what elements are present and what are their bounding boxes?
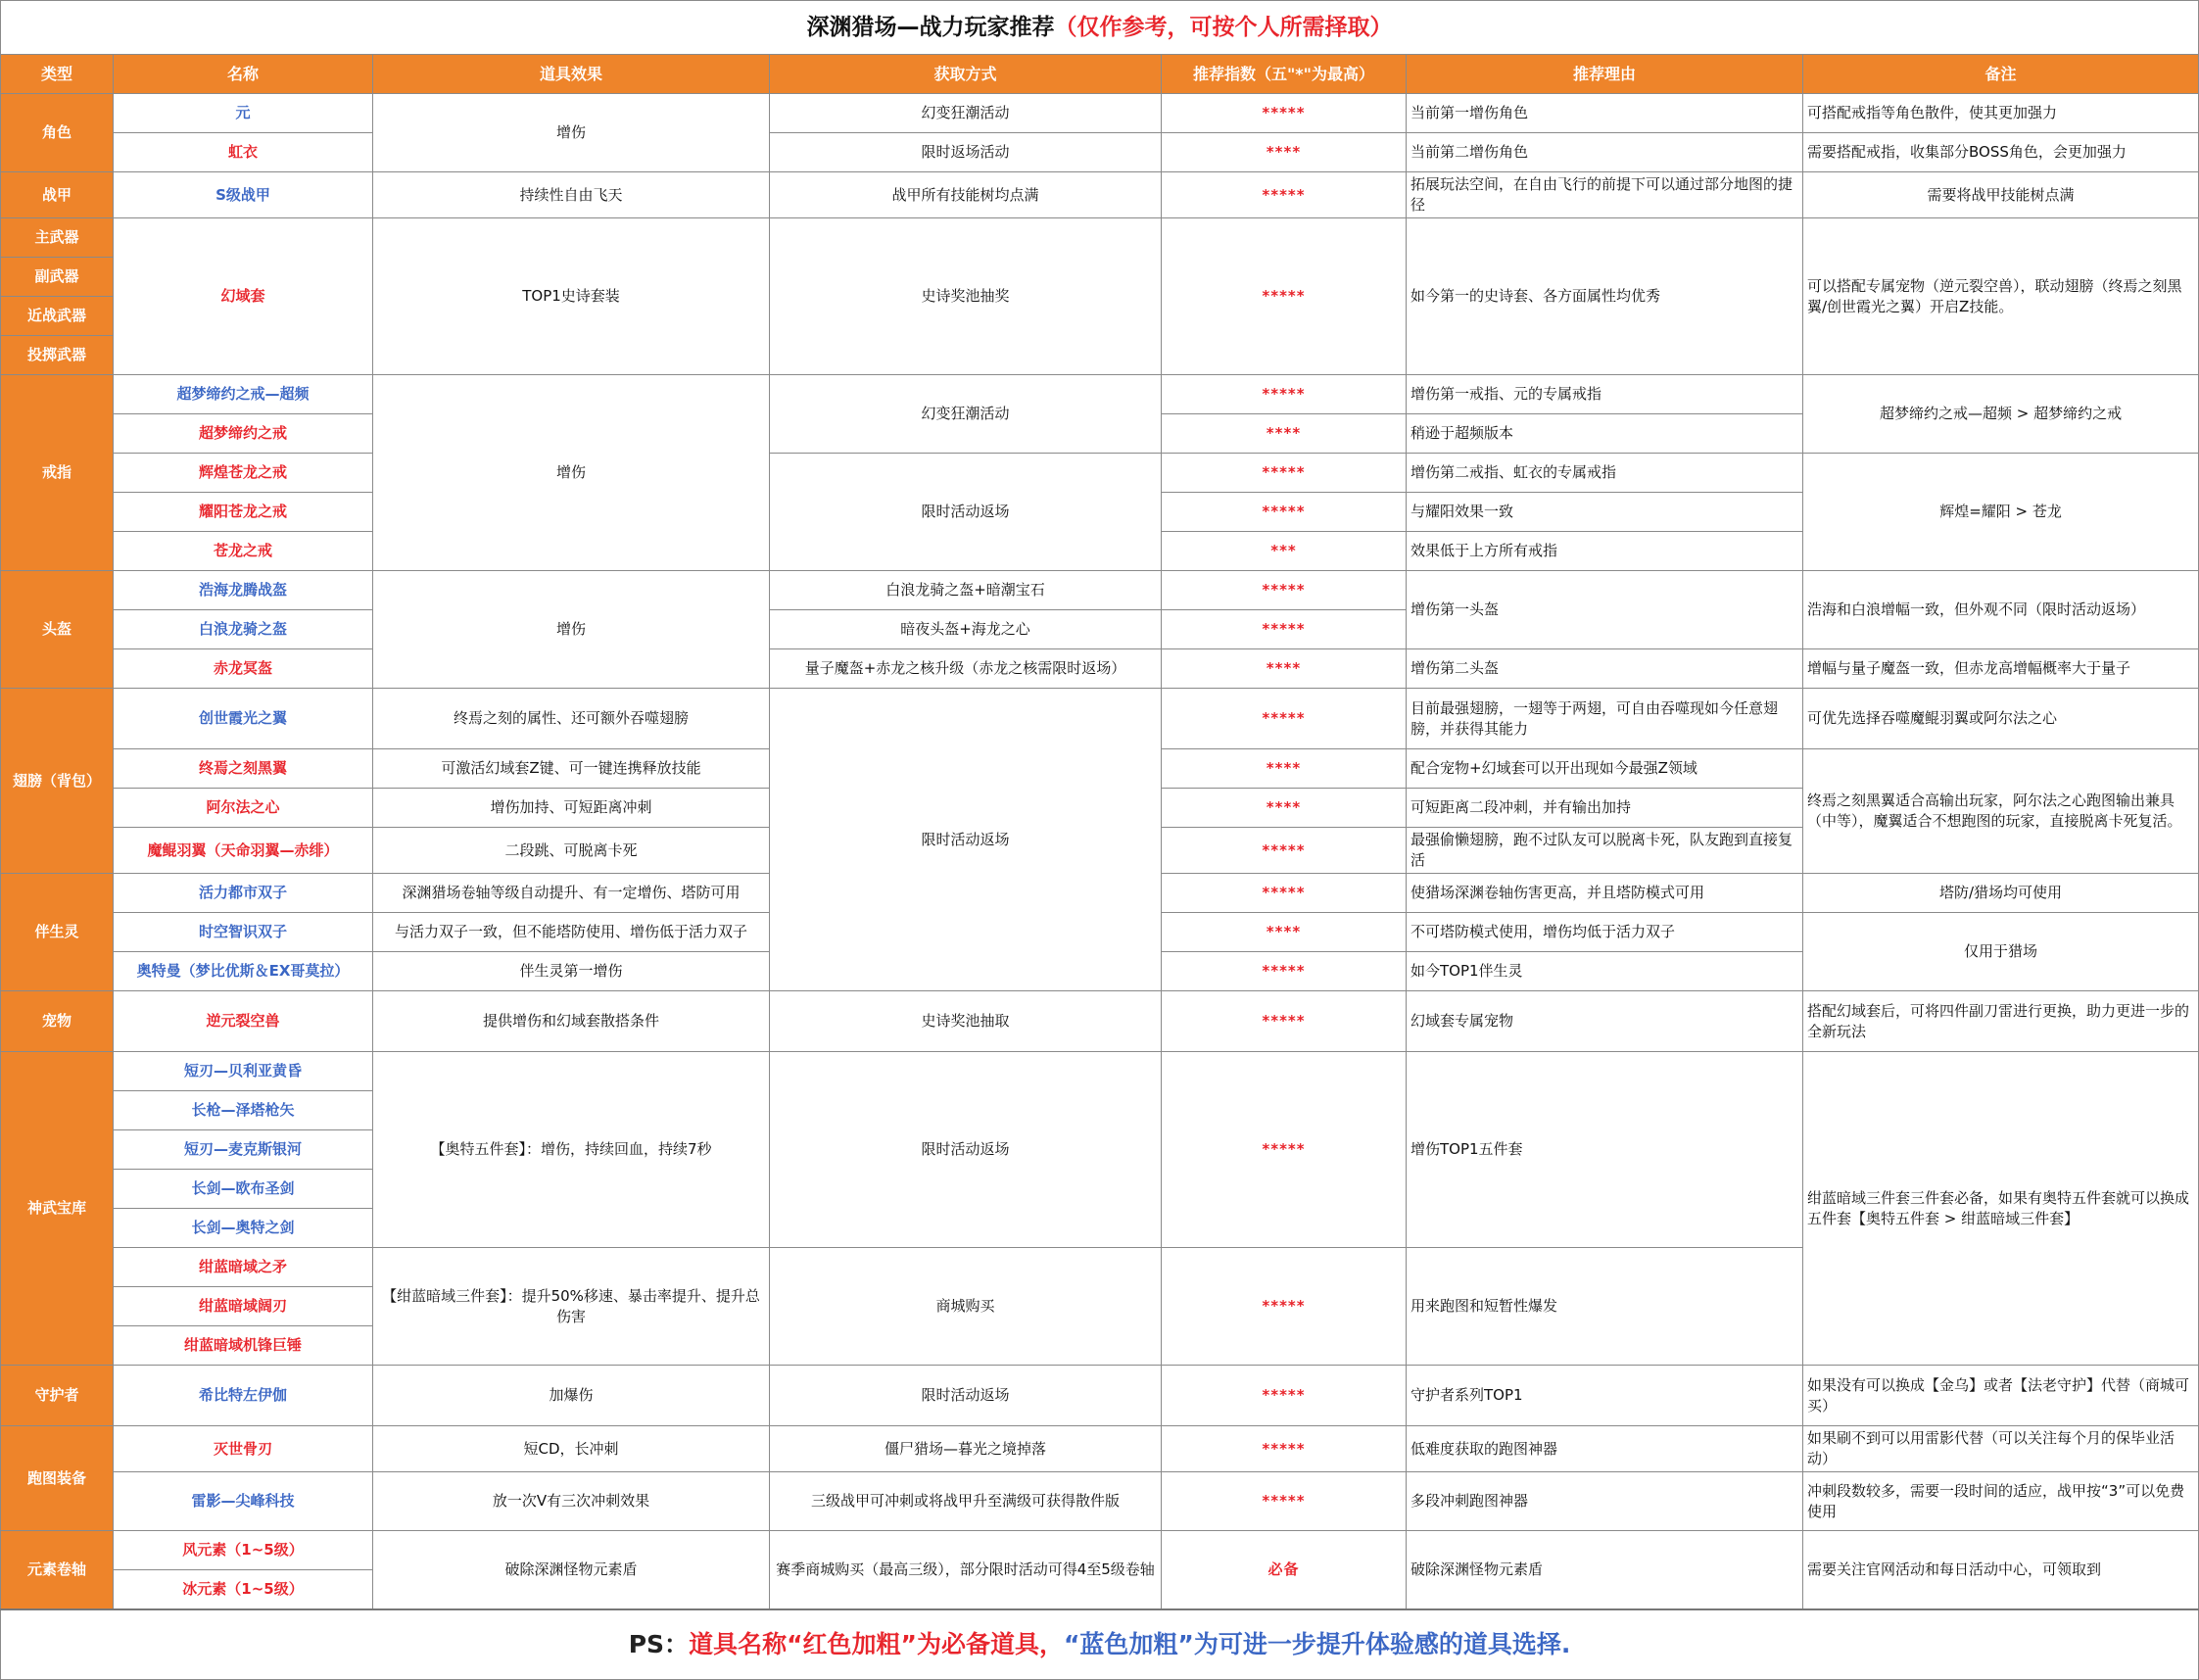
item-remark: 浩海和白浪增幅一致，但外观不同（限时活动返场） bbox=[1803, 571, 2199, 649]
item-name: S级战甲 bbox=[114, 172, 373, 218]
item-reason: 目前最强翅膀，一翅等于两翅，可自由吞噬现如今任意翅膀，并获得其能力 bbox=[1407, 689, 1803, 749]
item-name: 风元素（1~5级） bbox=[114, 1531, 373, 1570]
item-remark: 可搭配戒指等角色散件，使其更加强力 bbox=[1803, 94, 2199, 133]
item-reason: 最强偷懒翅膀，跑不过队友可以脱离卡死，队友跑到直接复活 bbox=[1407, 828, 1803, 874]
rating-stars: **** bbox=[1162, 414, 1407, 454]
table-row bbox=[1, 454, 2199, 493]
item-reason: 不可塔防模式使用，增伤均低于活力双子 bbox=[1407, 913, 1803, 952]
header-name: 名称 bbox=[114, 55, 373, 94]
item-effect: 深渊猎场卷轴等级自动提升、有一定增伤、塔防可用 bbox=[373, 874, 770, 913]
item-reason: 增伤TOP1五件套 bbox=[1407, 1052, 1803, 1248]
item-effect: 增伤 bbox=[373, 571, 770, 689]
item-remark: 增幅与量子魔盔一致，但赤龙高增幅概率大于量子 bbox=[1803, 649, 2199, 689]
rating-stars: ***** bbox=[1162, 689, 1407, 749]
type-guardian: 守护者 bbox=[1, 1366, 114, 1426]
page-title bbox=[1, 1, 2199, 55]
item-remark: 如果刷不到可以用雷影代替（可以关注每个月的保毕业活动） bbox=[1803, 1426, 2199, 1472]
header-effect: 道具效果 bbox=[373, 55, 770, 94]
item-name: 短刃—贝利亚黄昏 bbox=[114, 1052, 373, 1091]
item-reason: 效果低于上方所有戒指 bbox=[1407, 532, 1803, 571]
type-weapon4: 投掷武器 bbox=[1, 336, 114, 375]
item-name: 白浪龙骑之盔 bbox=[114, 610, 373, 649]
rating-stars: **** bbox=[1162, 913, 1407, 952]
table-row bbox=[1, 991, 2199, 1052]
item-name: 虹衣 bbox=[114, 133, 373, 172]
type-pet: 宠物 bbox=[1, 991, 114, 1052]
item-remark: 塔防/猎场均可使用 bbox=[1803, 874, 2199, 913]
item-effect: 【奥特五件套】：增伤，持续回血，持续7秒 bbox=[373, 1052, 770, 1248]
rating-stars: **** bbox=[1162, 749, 1407, 789]
item-reason: 幻域套专属宠物 bbox=[1407, 991, 1803, 1052]
rating-must: 必备 bbox=[1162, 1531, 1407, 1609]
header-index: 推荐指数（五"*"为最高） bbox=[1162, 55, 1407, 94]
rating-stars: ***** bbox=[1162, 991, 1407, 1052]
item-remark: 超梦缔约之戒—超频 > 超梦缔约之戒 bbox=[1803, 375, 2199, 454]
item-effect: 与活力双子一致，但不能塔防使用、增伤低于活力双子 bbox=[373, 913, 770, 952]
item-effect: 破除深渊怪物元素盾 bbox=[373, 1531, 770, 1609]
item-reason: 增伤第一头盔 bbox=[1407, 571, 1803, 649]
item-name: 雷影—尖峰科技 bbox=[114, 1472, 373, 1531]
item-remark: 绀蓝暗域三件套三件套必备，如果有奥特五件套就可以换成五件套【奥特五件套 > 绀蓝暗域三件套】 bbox=[1803, 1052, 2199, 1366]
type-arsenal: 神武宝库 bbox=[1, 1052, 114, 1366]
rating-stars: ***** bbox=[1162, 1426, 1407, 1472]
rating-stars: ***** bbox=[1162, 571, 1407, 610]
type-helmet: 头盔 bbox=[1, 571, 114, 689]
ps-text-3: 为可进一步提升体验感的道具选择. bbox=[1193, 1630, 1571, 1658]
item-effect: 持续性自由飞天 bbox=[373, 172, 770, 218]
item-name: 浩海龙腾战盔 bbox=[114, 571, 373, 610]
rating-stars: ***** bbox=[1162, 874, 1407, 913]
item-name: 元 bbox=[114, 94, 373, 133]
ps-blue-bold: “蓝色加粗” bbox=[1063, 1630, 1194, 1658]
item-reason: 使猎场深渊卷轴伤害更高，并且塔防模式可用 bbox=[1407, 874, 1803, 913]
item-remark: 冲刺段数较多，需要一段时间的适应，战甲按“3”可以免费使用 bbox=[1803, 1472, 2199, 1531]
title-note: （仅作参考，可按个人所需择取） bbox=[1054, 14, 1393, 40]
item-reason: 稍逊于超频版本 bbox=[1407, 414, 1803, 454]
item-reason: 用来跑图和短暂性爆发 bbox=[1407, 1248, 1803, 1366]
item-remark: 终焉之刻黑翼适合高输出玩家，阿尔法之心跑图输出兼具（中等），魔翼适合不想跑图的玩家，直接脱离卡死复活。 bbox=[1803, 749, 2199, 874]
type-spirit: 伴生灵 bbox=[1, 874, 114, 991]
rating-stars: ***** bbox=[1162, 172, 1407, 218]
item-source: 幻变狂潮活动 bbox=[770, 94, 1162, 133]
item-reason: 破除深渊怪物元素盾 bbox=[1407, 1531, 1803, 1609]
item-name: 耀阳苍龙之戒 bbox=[114, 493, 373, 532]
item-effect: 短CD，长冲刺 bbox=[373, 1426, 770, 1472]
item-name: 时空智识双子 bbox=[114, 913, 373, 952]
item-reason: 低难度获取的跑图神器 bbox=[1407, 1426, 1803, 1472]
rating-stars: ***** bbox=[1162, 454, 1407, 493]
item-name: 苍龙之戒 bbox=[114, 532, 373, 571]
table-row bbox=[1, 1531, 2199, 1570]
rating-stars: ***** bbox=[1162, 493, 1407, 532]
item-effect: 二段跳、可脱离卡死 bbox=[373, 828, 770, 874]
table-row bbox=[1, 689, 2199, 749]
type-scroll: 元素卷轴 bbox=[1, 1531, 114, 1609]
rating-stars: *** bbox=[1162, 532, 1407, 571]
rating-stars: ***** bbox=[1162, 952, 1407, 991]
rating-stars: ***** bbox=[1162, 1248, 1407, 1366]
header-type: 类型 bbox=[1, 55, 114, 94]
item-name: 阿尔法之心 bbox=[114, 789, 373, 828]
table-row bbox=[1, 94, 2199, 133]
ps-text-1: 道具名称 bbox=[689, 1630, 788, 1658]
item-name: 绀蓝暗域之矛 bbox=[114, 1248, 373, 1287]
item-remark: 可优先选择吞噬魔鲲羽翼或阿尔法之心 bbox=[1803, 689, 2199, 749]
item-source: 史诗奖池抽奖 bbox=[770, 218, 1162, 375]
table-row bbox=[1, 1366, 2199, 1426]
header-reason: 推荐理由 bbox=[1407, 55, 1803, 94]
item-source: 限时活动返场 bbox=[770, 689, 1162, 991]
item-name: 幻域套 bbox=[114, 218, 373, 375]
item-name: 长剑—奥特之剑 bbox=[114, 1209, 373, 1248]
type-weapon2: 副武器 bbox=[1, 258, 114, 297]
rating-stars: ***** bbox=[1162, 375, 1407, 414]
item-effect: 增伤 bbox=[373, 94, 770, 172]
item-reason: 拓展玩法空间，在自由飞行的前提下可以通过部分地图的捷径 bbox=[1407, 172, 1803, 218]
item-reason: 增伤第一戒指、元的专属戒指 bbox=[1407, 375, 1803, 414]
table-row bbox=[1, 172, 2199, 218]
item-remark: 需要搭配戒指，收集部分BOSS角色，会更加强力 bbox=[1803, 133, 2199, 172]
item-name: 终焉之刻黑翼 bbox=[114, 749, 373, 789]
item-name: 长剑—欧布圣剑 bbox=[114, 1170, 373, 1209]
item-effect: 放一次V有三次冲刺效果 bbox=[373, 1472, 770, 1531]
item-source: 限时活动返场 bbox=[770, 1366, 1162, 1426]
item-effect: 伴生灵第一增伤 bbox=[373, 952, 770, 991]
item-source: 暗夜头盔+海龙之心 bbox=[770, 610, 1162, 649]
item-remark: 需要将战甲技能树点满 bbox=[1803, 172, 2199, 218]
item-effect: 终焉之刻的属性、还可额外吞噬翅膀 bbox=[373, 689, 770, 749]
item-effect: 增伤加持、可短距离冲刺 bbox=[373, 789, 770, 828]
table-row bbox=[1, 375, 2199, 414]
type-armor: 战甲 bbox=[1, 172, 114, 218]
item-remark: 需要关注官网活动和每日活动中心，可领取到 bbox=[1803, 1531, 2199, 1609]
rating-stars: ***** bbox=[1162, 610, 1407, 649]
item-source: 战甲所有技能树均点满 bbox=[770, 172, 1162, 218]
rating-stars: **** bbox=[1162, 649, 1407, 689]
item-remark: 搭配幻域套后，可将四件副刀雷进行更换，助力更进一步的全新玩法 bbox=[1803, 991, 2199, 1052]
table-row bbox=[1, 1472, 2199, 1531]
item-reason: 当前第二增伤角色 bbox=[1407, 133, 1803, 172]
item-remark: 如果没有可以换成【金乌】或者【法老守护】代替（商城可买） bbox=[1803, 1366, 2199, 1426]
header-row bbox=[1, 55, 2199, 94]
item-reason: 增伤第二戒指、虹衣的专属戒指 bbox=[1407, 454, 1803, 493]
item-effect: 可激活幻域套Z键、可一键连携释放技能 bbox=[373, 749, 770, 789]
item-source: 幻变狂潮活动 bbox=[770, 375, 1162, 454]
item-name: 逆元裂空兽 bbox=[114, 991, 373, 1052]
type-role: 角色 bbox=[1, 94, 114, 172]
rating-stars: ***** bbox=[1162, 1472, 1407, 1531]
item-remark: 可以搭配专属宠物（逆元裂空兽），联动翅膀（终焉之刻黑翼/创世霞光之翼）开启Z技能。 bbox=[1803, 218, 2199, 375]
item-name: 奥特曼（梦比优斯＆EX哥莫拉） bbox=[114, 952, 373, 991]
rating-stars: ***** bbox=[1162, 94, 1407, 133]
item-reason: 守护者系列TOP1 bbox=[1407, 1366, 1803, 1426]
table-row bbox=[1, 218, 2199, 258]
item-name: 灭世骨刃 bbox=[114, 1426, 373, 1472]
header-remark: 备注 bbox=[1803, 55, 2199, 94]
item-source: 限时活动返场 bbox=[770, 1052, 1162, 1248]
item-effect: 加爆伤 bbox=[373, 1366, 770, 1426]
rating-stars: ***** bbox=[1162, 828, 1407, 874]
rating-stars: **** bbox=[1162, 133, 1407, 172]
title-main: 深渊猎场—战力玩家推荐 bbox=[806, 14, 1055, 40]
item-reason: 如今第一的史诗套、各方面属性均优秀 bbox=[1407, 218, 1803, 375]
rating-stars: **** bbox=[1162, 789, 1407, 828]
item-source: 限时活动返场 bbox=[770, 454, 1162, 571]
item-name: 短刃—麦克斯银河 bbox=[114, 1130, 373, 1170]
ps-label: PS： bbox=[628, 1630, 690, 1658]
rating-stars: ***** bbox=[1162, 1052, 1407, 1248]
header-source: 获取方式 bbox=[770, 55, 1162, 94]
item-name: 创世霞光之翼 bbox=[114, 689, 373, 749]
item-reason: 与耀阳效果一致 bbox=[1407, 493, 1803, 532]
table-row bbox=[1, 1426, 2199, 1472]
table-row bbox=[1, 1052, 2199, 1091]
item-name: 绀蓝暗域阔刃 bbox=[114, 1287, 373, 1326]
item-name: 赤龙冥盔 bbox=[114, 649, 373, 689]
item-name: 冰元素（1~5级） bbox=[114, 1570, 373, 1609]
item-source: 三级战甲可冲刺或将战甲升至满级可获得散件版 bbox=[770, 1472, 1162, 1531]
item-reason: 多段冲刺跑图神器 bbox=[1407, 1472, 1803, 1531]
type-weapon1: 主武器 bbox=[1, 218, 114, 258]
item-source: 史诗奖池抽取 bbox=[770, 991, 1162, 1052]
item-reason: 可短距离二段冲刺，并有输出加持 bbox=[1407, 789, 1803, 828]
item-name: 辉煌苍龙之戒 bbox=[114, 454, 373, 493]
item-source: 量子魔盔+赤龙之核升级（赤龙之核需限时返场） bbox=[770, 649, 1162, 689]
item-source: 赛季商城购买（最高三级），部分限时活动可得4至5级卷轴 bbox=[770, 1531, 1162, 1609]
table-row bbox=[1, 133, 2199, 172]
item-source: 僵尸猎场—暮光之境掉落 bbox=[770, 1426, 1162, 1472]
item-source: 商城购买 bbox=[770, 1248, 1162, 1366]
rating-stars: ***** bbox=[1162, 218, 1407, 375]
item-reason: 当前第一增伤角色 bbox=[1407, 94, 1803, 133]
item-name: 超梦缔约之戒 bbox=[114, 414, 373, 454]
ps-footnote bbox=[1, 1609, 2199, 1680]
item-effect: 提供增伤和幻域套散搭条件 bbox=[373, 991, 770, 1052]
item-reason: 增伤第二头盔 bbox=[1407, 649, 1803, 689]
item-name: 绀蓝暗域机锋巨锤 bbox=[114, 1326, 373, 1366]
rating-stars: ***** bbox=[1162, 1366, 1407, 1426]
item-name: 活力都市双子 bbox=[114, 874, 373, 913]
table-row bbox=[1, 649, 2199, 689]
type-run: 跑图装备 bbox=[1, 1426, 114, 1531]
ps-text-2: 为必备道具， bbox=[916, 1630, 1064, 1658]
item-reason: 配合宠物+幻域套可以开出现如今最强Z领域 bbox=[1407, 749, 1803, 789]
type-wing: 翅膀（背包） bbox=[1, 689, 114, 874]
item-effect: TOP1史诗套装 bbox=[373, 218, 770, 375]
table-row bbox=[1, 571, 2199, 610]
item-source: 限时返场活动 bbox=[770, 133, 1162, 172]
item-name: 超梦缔约之戒—超频 bbox=[114, 375, 373, 414]
item-remark: 仅用于猎场 bbox=[1803, 913, 2199, 991]
item-remark: 辉煌=耀阳 > 苍龙 bbox=[1803, 454, 2199, 571]
item-reason: 如今TOP1伴生灵 bbox=[1407, 952, 1803, 991]
item-name: 魔鲲羽翼（天命羽翼—赤绯） bbox=[114, 828, 373, 874]
item-name: 长枪—泽塔枪矢 bbox=[114, 1091, 373, 1130]
ps-red-bold: “红色加粗” bbox=[787, 1630, 917, 1658]
item-name: 希比特左伊伽 bbox=[114, 1366, 373, 1426]
item-source: 白浪龙骑之盔+暗潮宝石 bbox=[770, 571, 1162, 610]
type-ring: 戒指 bbox=[1, 375, 114, 571]
type-weapon3: 近战武器 bbox=[1, 297, 114, 336]
item-effect: 【绀蓝暗域三件套】：提升50%移速、暴击率提升、提升总伤害 bbox=[373, 1248, 770, 1366]
item-effect: 增伤 bbox=[373, 375, 770, 571]
